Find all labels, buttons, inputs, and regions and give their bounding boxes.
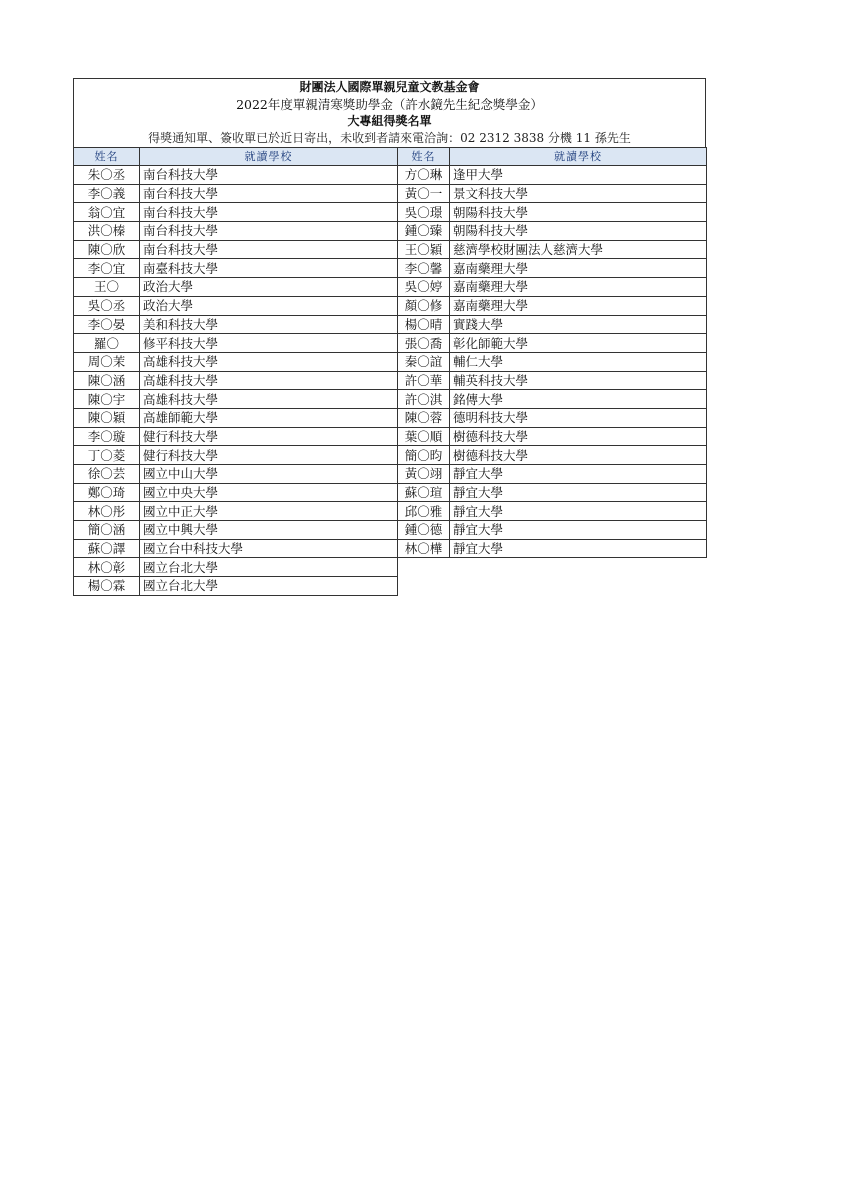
table-row (74, 427, 707, 446)
left-recipient-name: 陳〇宇 (74, 390, 140, 409)
left-recipient-name: 吳〇丞 (74, 296, 140, 315)
right-recipient-name: 許〇華 (398, 371, 450, 390)
table-row (74, 390, 707, 409)
left-recipient-name: 林〇彤 (74, 502, 140, 521)
right-recipient-name: 蘇〇瑄 (398, 483, 450, 502)
left-recipient-school: 國立台北大學 (140, 558, 398, 577)
table-row (74, 296, 707, 315)
right-recipient-name: 吳〇璟 (398, 203, 450, 222)
table-row (74, 315, 707, 334)
column-header-row (74, 148, 707, 166)
right-recipient-name: 吳〇婷 (398, 278, 450, 297)
right-recipient-school: 靜宜大學 (450, 539, 707, 558)
right-recipient-name: 葉〇順 (398, 427, 450, 446)
left-recipient-school: 國立台北大學 (140, 577, 398, 596)
left-recipient-name: 周〇茉 (74, 352, 140, 371)
left-recipient-name: 李〇晏 (74, 315, 140, 334)
right-recipient-school: 朝陽科技大學 (450, 222, 707, 241)
right-recipient-school (450, 577, 707, 596)
right-recipient-name: 邱〇雅 (398, 502, 450, 521)
table-row (74, 334, 707, 353)
left-recipient-school: 南台科技大學 (140, 166, 398, 185)
table-row (74, 371, 707, 390)
left-recipient-school: 健行科技大學 (140, 427, 398, 446)
right-recipient-school: 靜宜大學 (450, 483, 707, 502)
left-recipient-name: 鄭〇琦 (74, 483, 140, 502)
award-table (73, 147, 707, 596)
column-header-school-left: 就讀學校 (140, 148, 398, 166)
right-recipient-school: 樹德科技大學 (450, 427, 707, 446)
right-recipient-name (398, 558, 450, 577)
right-recipient-name (398, 577, 450, 596)
right-recipient-name: 鍾〇德 (398, 521, 450, 540)
right-recipient-name: 秦〇誼 (398, 352, 450, 371)
table-row (74, 278, 707, 297)
table-row (74, 558, 707, 577)
contact-note: 得獎通知單、簽收單已於近日寄出，未收到者請來電洽詢：02 2312 3838 分機 11 孫先生 (148, 131, 631, 145)
left-recipient-name: 林〇彰 (74, 558, 140, 577)
right-recipient-school: 靜宜大學 (450, 502, 707, 521)
table-row (74, 166, 707, 185)
sheet-header (73, 78, 706, 147)
left-recipient-school: 南台科技大學 (140, 240, 398, 259)
right-recipient-school: 嘉南藥理大學 (450, 296, 707, 315)
table-row (74, 446, 707, 465)
left-recipient-name: 陳〇穎 (74, 408, 140, 427)
right-recipient-school: 靜宜大學 (450, 465, 707, 484)
right-recipient-school: 朝陽科技大學 (450, 203, 707, 222)
left-recipient-name: 李〇宜 (74, 259, 140, 278)
list-title: 大專組得獎名單 (347, 114, 432, 128)
right-recipient-name: 林〇樺 (398, 539, 450, 558)
right-recipient-school: 銘傳大學 (450, 390, 707, 409)
right-recipient-school: 靜宜大學 (450, 521, 707, 540)
right-recipient-name: 許〇淇 (398, 390, 450, 409)
left-recipient-school: 高雄科技大學 (140, 352, 398, 371)
left-recipient-school: 修平科技大學 (140, 334, 398, 353)
right-recipient-school: 輔英科技大學 (450, 371, 707, 390)
left-recipient-name: 李〇義 (74, 184, 140, 203)
right-recipient-school (450, 558, 707, 577)
table-row (74, 502, 707, 521)
left-recipient-name: 朱〇丞 (74, 166, 140, 185)
right-recipient-name: 王〇穎 (398, 240, 450, 259)
right-recipient-school: 慈濟學校財團法人慈濟大學 (450, 240, 707, 259)
left-recipient-name: 翁〇宜 (74, 203, 140, 222)
left-recipient-name: 陳〇涵 (74, 371, 140, 390)
left-recipient-school: 高雄科技大學 (140, 371, 398, 390)
right-recipient-school: 實踐大學 (450, 315, 707, 334)
table-row (74, 539, 707, 558)
table-row (74, 521, 707, 540)
left-recipient-name: 丁〇菱 (74, 446, 140, 465)
left-recipient-name: 簡〇涵 (74, 521, 140, 540)
left-recipient-name: 楊〇霖 (74, 577, 140, 596)
left-recipient-name: 蘇〇譯 (74, 539, 140, 558)
left-recipient-school: 國立中正大學 (140, 502, 398, 521)
left-recipient-name: 羅〇 (74, 334, 140, 353)
left-recipient-school: 南台科技大學 (140, 222, 398, 241)
left-recipient-school: 國立中興大學 (140, 521, 398, 540)
left-recipient-name: 李〇璇 (74, 427, 140, 446)
award-list-sheet (73, 78, 706, 596)
left-recipient-school: 國立中山大學 (140, 465, 398, 484)
right-recipient-school: 景文科技大學 (450, 184, 707, 203)
right-recipient-school: 嘉南藥理大學 (450, 278, 707, 297)
left-recipient-school: 南臺科技大學 (140, 259, 398, 278)
right-recipient-school: 嘉南藥理大學 (450, 259, 707, 278)
column-header-name-left: 姓名 (74, 148, 140, 166)
left-recipient-school: 高雄師範大學 (140, 408, 398, 427)
right-recipient-school: 輔仁大學 (450, 352, 707, 371)
table-row (74, 577, 707, 596)
table-row (74, 408, 707, 427)
column-header-name-right: 姓名 (398, 148, 450, 166)
left-recipient-school: 國立中央大學 (140, 483, 398, 502)
table-row (74, 259, 707, 278)
left-recipient-school: 南台科技大學 (140, 184, 398, 203)
table-row (74, 184, 707, 203)
right-recipient-name: 簡〇昀 (398, 446, 450, 465)
right-recipient-school: 彰化師範大學 (450, 334, 707, 353)
left-recipient-school: 國立台中科技大學 (140, 539, 398, 558)
scholarship-title: 2022年度單親清寒獎助學金（許水鏡先生紀念獎學金） (236, 97, 543, 112)
right-recipient-school: 樹德科技大學 (450, 446, 707, 465)
table-row (74, 240, 707, 259)
right-recipient-name: 張〇喬 (398, 334, 450, 353)
right-recipient-name: 楊〇晴 (398, 315, 450, 334)
table-row (74, 483, 707, 502)
left-recipient-name: 陳〇欣 (74, 240, 140, 259)
left-recipient-name: 王〇 (74, 278, 140, 297)
right-recipient-name: 黃〇翊 (398, 465, 450, 484)
right-recipient-school: 德明科技大學 (450, 408, 707, 427)
left-recipient-school: 政治大學 (140, 296, 398, 315)
right-recipient-name: 方〇琳 (398, 166, 450, 185)
right-recipient-name: 顏〇修 (398, 296, 450, 315)
table-row (74, 203, 707, 222)
right-recipient-name: 陳〇蓉 (398, 408, 450, 427)
left-recipient-school: 高雄科技大學 (140, 390, 398, 409)
column-header-school-right: 就讀學校 (450, 148, 707, 166)
right-recipient-name: 鍾〇臻 (398, 222, 450, 241)
right-recipient-name: 李〇馨 (398, 259, 450, 278)
left-recipient-school: 南台科技大學 (140, 203, 398, 222)
left-recipient-name: 徐〇芸 (74, 465, 140, 484)
right-recipient-name: 黃〇一 (398, 184, 450, 203)
left-recipient-school: 健行科技大學 (140, 446, 398, 465)
table-row (74, 222, 707, 241)
right-recipient-school: 逢甲大學 (450, 166, 707, 185)
table-row (74, 352, 707, 371)
table-row (74, 465, 707, 484)
foundation-name: 財團法人國際單親兒童文教基金會 (299, 80, 480, 94)
left-recipient-school: 美和科技大學 (140, 315, 398, 334)
left-recipient-school: 政治大學 (140, 278, 398, 297)
left-recipient-name: 洪〇榛 (74, 222, 140, 241)
